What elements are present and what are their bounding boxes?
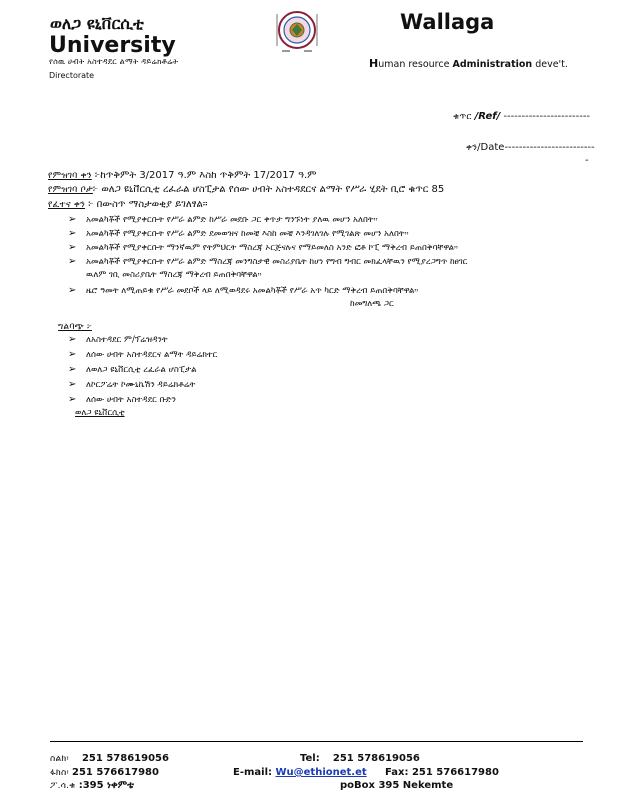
hr-department-name: [369, 57, 568, 70]
exam-date-text: ፦ በውስጥ ማስታወቂያ ይገለፃል።: [85, 199, 208, 210]
arrow-bullet-icon: ➢: [68, 364, 77, 375]
hr-text-end: deve't.: [532, 59, 568, 70]
exam-date-label: የፈተና ቀን: [48, 200, 86, 210]
footer-fax-amharic: ፋክስ፡ 251 576617980: [50, 767, 159, 778]
cc-text: ለሰው ሀብት አስተዳደርና ልማት ዳይሬክተር: [86, 350, 218, 360]
hr-first-letter: H: [369, 57, 379, 70]
arrow-bullet-icon: ➢: [68, 256, 77, 267]
hr-text-bold: Administration: [452, 59, 533, 70]
date-label-amharic: ቀን: [466, 143, 478, 153]
tick-mark: -: [585, 155, 589, 166]
cc-item: [68, 394, 176, 405]
requirement-text: አመልካቾች የሚያቀርቡት የሥራ ልምድ ማስረጃ መንግስታዊ መስሪያቤት ከሆነ የግብ ግብር መክፈላቸዉን የሚያረጋግጥ ከፀገር: [86, 257, 468, 267]
requirement-text: ዜሮ ዓመት ለሚጠይቁ የሥራ መደቦች ላይ ለሚወዳደሩ አመልካቾች የሥራ አጥ ካርድ ማቅረብ ይጠበቅባቸዋል።: [86, 286, 419, 296]
university-name-english: University: [49, 33, 176, 58]
footer-email: E-mail: Wu@ethionet.et: [233, 767, 367, 778]
footer-fax: Fax: 251 576617980: [385, 767, 499, 778]
cc-item: [68, 364, 197, 375]
requirement-item: [68, 214, 378, 225]
university-name-amharic: ወለጋ ዩኒቨርሲቲ: [50, 14, 144, 33]
cc-label: ግልባጭ ፦: [58, 322, 92, 332]
requirement-continuation: ዉለም ገቢ መስሪያቤት ማስረጃ ማቅረብ ይጠበቅባቸዋል።: [86, 270, 262, 280]
registration-date-label: የምዝገባ ቀን: [48, 171, 92, 181]
arrow-bullet-icon: ➢: [68, 214, 77, 225]
cc-item: [68, 349, 217, 360]
requirement-item: [68, 228, 409, 239]
arrow-bullet-icon: ➢: [68, 349, 77, 360]
footer-tel: Tel: 251 578619056: [300, 753, 420, 764]
arrow-bullet-icon: ➢: [68, 394, 77, 405]
arrow-bullet-icon: ➢: [68, 228, 77, 239]
wallaga-title: Wallaga: [400, 10, 495, 34]
university-seal-logo: [268, 6, 326, 56]
date-dashes: -------------------------: [504, 142, 595, 153]
footer-pobox-english: poBox 395 Nekemte: [340, 780, 454, 791]
requirement-item: [68, 242, 458, 253]
requirement-text: አመልካቾች የሚያቀርቡት ማንኛዉም የትምህርት ማስረጃ ኦርጅናሉና የማይመለስ አንድ ፎቶ ኮፒ ማቅረብ ይጠበቅባቸዋል።: [86, 243, 458, 253]
cc-item: [68, 379, 195, 390]
requirement-item: [68, 285, 418, 296]
footer-divider: [50, 741, 583, 742]
cc-text: ለኮርፖሬት ኮሙኒኬሽን ዳይሬክቶሬት: [86, 380, 196, 390]
ref-label-amharic: ቁጥር: [453, 112, 475, 122]
signature-line: ወለጋ ዩኒቨርሲቲ: [75, 408, 125, 418]
registration-place-line: [48, 184, 444, 195]
date-line: [466, 142, 595, 153]
registration-date-line: [48, 170, 317, 181]
cc-text: ለሰው ሀብት አስተዳደር ቡድን: [86, 395, 177, 405]
arrow-bullet-icon: ➢: [68, 242, 77, 253]
date-label-english: /Date: [477, 142, 505, 153]
arrow-bullet-icon: ➢: [68, 379, 77, 390]
requirement-item: [68, 256, 468, 267]
ref-dashes: ------------------------: [500, 111, 591, 122]
closing-text: ከመግለጫ ጋር: [350, 299, 394, 309]
ref-label-english: /Ref/: [474, 111, 501, 122]
requirement-text: አመልካቾች የሚያቀርቡት የሥራ ልምድ ከሥራ መደቡ ጋር ቀጥታ ግንኙነት ያለዉ መሆን አለበት።: [86, 215, 378, 225]
directorate-name-english: Directorate: [49, 71, 95, 80]
requirement-text: አመልካቾች የሚያቀርቡት የሥራ ልምድ ደመወዝና ከመቼ እስከ መቼ እንዳገለገሉ የሚገልጽ መሆን አለበት።: [86, 229, 409, 239]
arrow-bullet-icon: ➢: [68, 334, 77, 345]
hr-text-1: uman resource: [378, 59, 453, 70]
directorate-name-amharic: የሰዉ ሀብት አስተዳደር ልማት ዳይሬክቶሬት: [49, 57, 179, 66]
registration-place-label: የምዝገባ ቦታ: [48, 185, 93, 195]
cc-text: ለወለጋ ዩኒቨርሲቲ ረፈራል ሆስፒታል: [86, 365, 197, 375]
footer-pobox-amharic: ፖ.ሳ.ቁ :395 ነቀምቴ: [50, 780, 134, 791]
reference-number-line: [453, 111, 590, 122]
footer-phone-amharic: ስልክ፡ 251 578619056: [50, 753, 169, 764]
email-link[interactable]: Wu@ethionet.et: [275, 767, 367, 778]
arrow-bullet-icon: ➢: [68, 285, 77, 296]
registration-date-text: ፦ከጥቅምት 3/2017 ዓ.ም እስከ ጥቅምት 17/2017 ዓ.ም: [91, 170, 317, 181]
exam-date-line: [48, 199, 208, 210]
registration-place-text: ፦ ወለጋ ዩኒቨርሲቲ ረፈራል ሆስፒታል የሰው ሀብት አስተዳደርና ልማት የሥራ ሂደት ቢሮ ቁጥር 85: [92, 184, 445, 195]
cc-item: [68, 334, 168, 345]
cc-text: ለአስተዳደር ም/ፕሬዝዳንት: [86, 335, 168, 345]
